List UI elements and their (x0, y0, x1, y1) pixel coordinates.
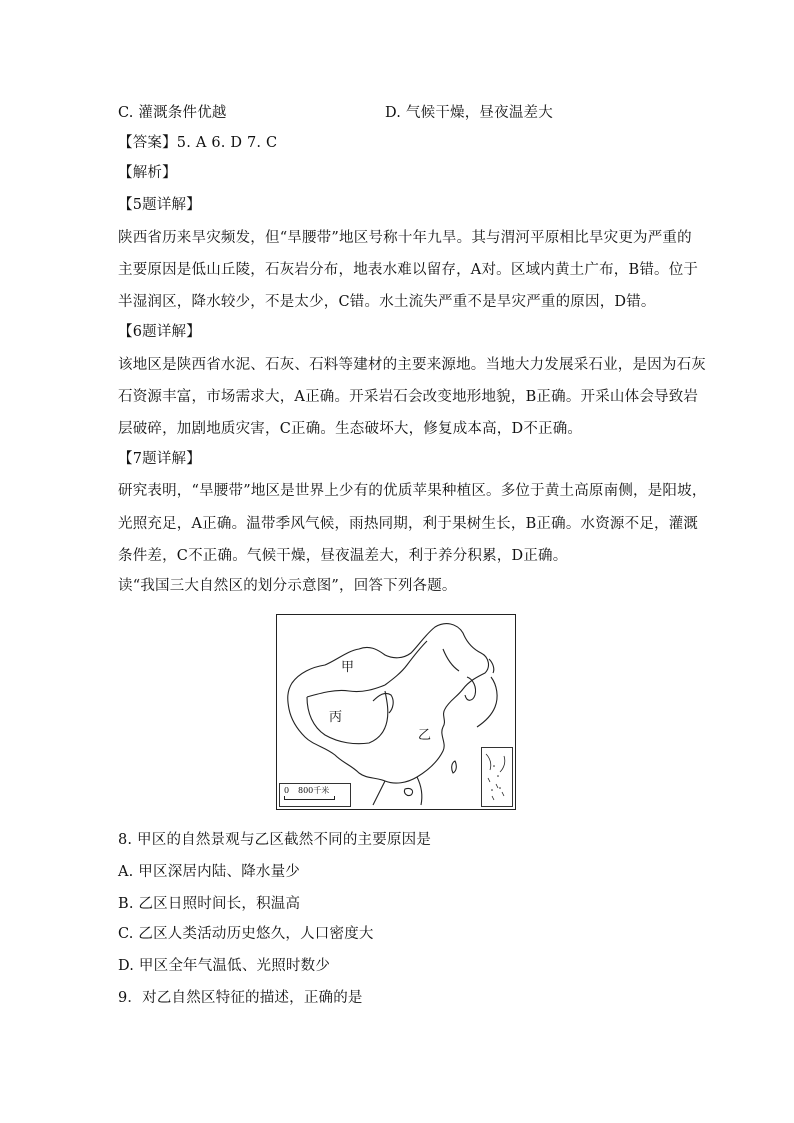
scale-distance-label: 800千米 (298, 786, 330, 795)
scale-bar (284, 799, 334, 800)
map-outline-drawing (277, 615, 515, 809)
q7-heading: 【7题详解】 (118, 451, 201, 467)
question-8-option-a: A. 甲区深居内陆、降水量少 (118, 864, 300, 880)
analysis-heading: 【解析】 (118, 165, 177, 181)
map-label-bing: 丙 (329, 710, 343, 725)
q6-explanation-line-1: 该地区是陕西省水泥、石灰、石料等建材的主要来源地。当地大力发展采石业，是因为石灰 (118, 357, 706, 373)
answer-line: 【答案】5. A 6. D 7. C (118, 135, 278, 151)
map-label-yi: 乙 (418, 728, 432, 743)
question-8-option-b: B. 乙区日照时间长，积温高 (118, 896, 301, 912)
scale-zero-label: 0 (284, 786, 290, 795)
map-scale-box (279, 783, 351, 807)
question-8-option-d: D. 甲区全年气温低、光照时数少 (118, 958, 331, 974)
map-label-jia: 甲 (341, 660, 355, 675)
q7-explanation-line-1: 研究表明，“旱腰带”地区是世界上少有的优质苹果种植区。多位于黄土高原南侧，是阳坡， (118, 483, 707, 499)
inset-outline-drawing (482, 748, 512, 806)
q7-explanation-line-3: 条件差，C不正确。气候干燥，昼夜温差大，利于养分积累，D正确。 (118, 548, 568, 564)
q6-heading: 【6题详解】 (118, 324, 201, 340)
china-natural-regions-map (276, 614, 516, 810)
q5-explanation-line-3: 半湿润区，降水较少，不是太少，C错。水土流失严重不是旱灾严重的原因，D错。 (118, 294, 656, 310)
q7-explanation-line-2: 光照充足，A正确。温带季风气候，雨热同期，利于果树生长，B正确。水资源不足，灌溉 (118, 516, 699, 532)
q6-explanation-line-2: 石资源丰富，市场需求大，A正确。开采岩石会改变地形地貌，B正确。开采山体会导致岩 (118, 389, 699, 405)
option-c-text: C. 灌溉条件优越 (118, 105, 227, 121)
map-reading-prompt: 读“我国三大自然区的划分示意图”，回答下列各题。 (118, 578, 457, 594)
q6-explanation-line-3: 层破碎，加剧地质灾害，C正确。生态破坏大，修复成本高，D不正确。 (118, 421, 583, 437)
question-9-stem: 9．对乙自然区特征的描述，正确的是 (118, 990, 363, 1006)
question-8-stem: 8. 甲区的自然景观与乙区截然不同的主要原因是 (118, 832, 432, 848)
scale-tick-start (284, 796, 285, 800)
option-d-text: D. 气候干燥，昼夜温差大 (385, 105, 553, 121)
q5-heading: 【5题详解】 (118, 197, 201, 213)
q5-explanation-line-1: 陕西省历来旱灾频发，但“旱腰带”地区号称十年九旱。其与渭河平原相比旱灾更为严重的 (118, 230, 692, 246)
scale-tick-end (334, 796, 335, 800)
south-china-sea-inset (481, 747, 513, 807)
question-8-option-c: C. 乙区人类活动历史悠久，人口密度大 (118, 926, 374, 942)
q5-explanation-line-2: 主要原因是低山丘陵，石灰岩分布，地表水难以留存，A对。区域内黄土广布，B错。位于 (118, 262, 699, 278)
